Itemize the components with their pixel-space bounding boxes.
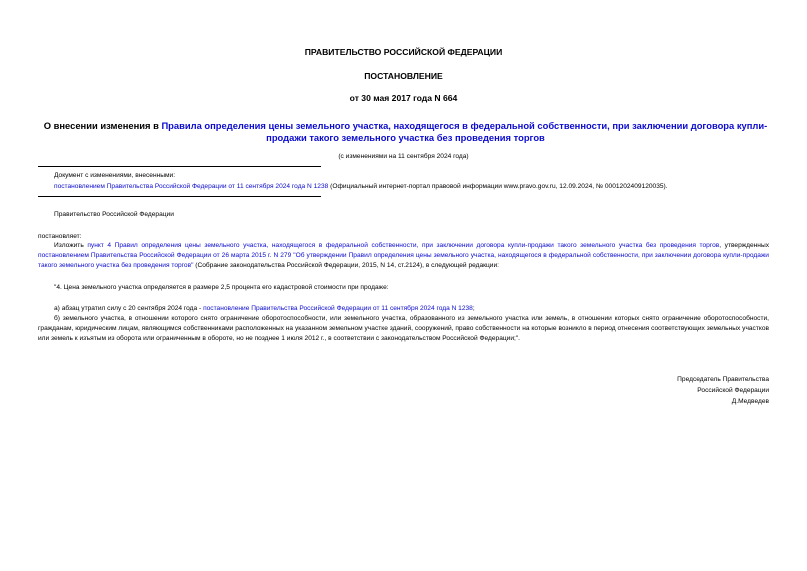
paragraph-a	[54, 304, 475, 314]
paragraph-main	[38, 241, 769, 271]
document-type-heading: ПОСТАНОВЛЕНИЕ	[364, 71, 443, 81]
signatory-position: Председатель Правительства	[677, 376, 769, 383]
government-line: Правительство Российской Федерации	[54, 211, 174, 218]
government-heading: ПРАВИТЕЛЬСТВО РОССИЙСКОЙ ФЕДЕРАЦИИ	[304, 47, 503, 57]
title-prefix: О внесении изменения в	[43, 120, 162, 131]
rules-link[interactable]: Правила определения цены земельного участка, находящегося в федеральной собственности, при заключении договора купли-продажи такого земельного участка без проведения торгов	[161, 120, 768, 143]
paragraph-price: "4. Цена земельного участка определяется в размере 2,5 процента его кадастровой стоимости при продаже:	[54, 284, 389, 291]
p1-text-c: (Собрание законодательства Российской Федерации, 2015, N 14, ст.2124), в следующей редакции:	[193, 262, 500, 269]
changes-label: Документ с изменениями, внесенными:	[54, 172, 176, 179]
document-title	[38, 120, 773, 144]
signatory-country: Российской Федерации	[697, 387, 769, 394]
rules-item4-link[interactable]: пункт 4 Правил определения цены земельного участка, находящегося в федеральной собственности, при заключении договора купли-продажи такого земельного участка без проведения торгов	[87, 242, 720, 249]
resolution-1238-link[interactable]: постановление Правительства Российской Федерации от 11 сентября 2024 года N 1238	[203, 305, 473, 312]
edition-note: (с изменениями на 11 сентября 2024 года)	[338, 153, 469, 160]
p1-text-b: , утвержденных	[719, 242, 769, 249]
document-date-number: от 30 мая 2017 года N 664	[349, 93, 458, 103]
top-divider	[38, 166, 321, 167]
changes-line	[54, 182, 668, 192]
signatory-name: Д.Медведев	[731, 398, 769, 405]
resolves-line: постановляет:	[38, 233, 82, 240]
resolution-279-link[interactable]: постановлением Правительства Российской Федерации от 26 марта 2015 г. N 279 "Об утверждении Правил определения цены земельного участка, находящегося в федеральной собственности, при заключении договора купли-продажи такого земельного участка без проведения торгов"	[38, 252, 769, 269]
pa-end: ;	[472, 305, 475, 312]
p1-text-a: Изложить	[54, 242, 88, 249]
pa-text: а) абзац утратил силу с 20 сентября 2024 года -	[54, 305, 204, 312]
amendment-link[interactable]: постановлением Правительства Российской Федерации от 11 сентября 2024 года N 1238	[54, 183, 329, 190]
bottom-divider	[38, 196, 321, 197]
paragraph-b: б) земельного участка, в отношении которого снято ограничение оборотоспособности, или земельного участка, образованного из земельного участка или земель, в отношении которых снято ограничение оборотоспособности, гражданам, юридическим лицам, являющимся собственниками расположенных на указанном земельном участке зданий, сооружений, право собственности на которые возникло в период отнесения соответствующих земельных участков или земель к изъятым из оборота или ограниченным в обороте, но не позднее 1 июля 2012 г., в соответствии с законодательством Российской Федерации;".	[38, 315, 769, 342]
amendment-source: (Официальный интернет-портал правовой информации www.pravo.gov.ru, 12.09.2024, № 0001202409120035).	[328, 183, 668, 190]
